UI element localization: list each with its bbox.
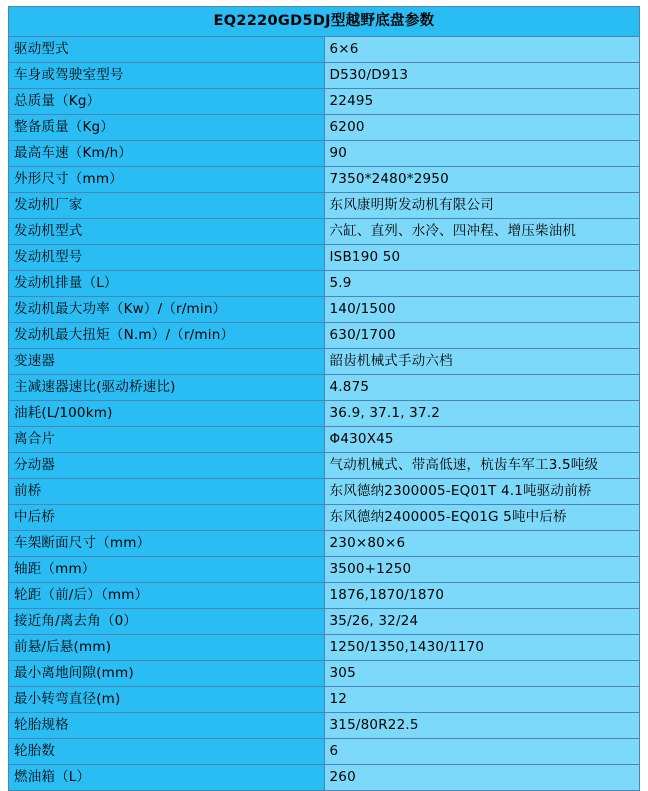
- spec-value: 东风德纳2300005-EQ01T 4.1吨驱动前桥: [324, 479, 640, 505]
- table-row: [9, 479, 640, 505]
- table-row: [9, 141, 640, 167]
- table-row: [9, 63, 640, 89]
- table-row: [9, 401, 640, 427]
- table-row: [9, 583, 640, 609]
- spec-value: 东风康明斯发动机有限公司: [324, 193, 640, 219]
- spec-label: 驱动型式: [9, 37, 325, 63]
- spec-value: 东风德纳2400005-EQ01G 5吨中后桥: [324, 505, 640, 531]
- spec-value: D530/D913: [324, 63, 640, 89]
- table-row: [9, 765, 640, 791]
- spec-value: 630/1700: [324, 323, 640, 349]
- spec-value: 305: [324, 661, 640, 687]
- spec-table-title: EQ2220GD5DJ型越野底盘参数: [9, 7, 640, 37]
- spec-value: 3500+1250: [324, 557, 640, 583]
- spec-label: 轮距（前/后）（mm）: [9, 583, 325, 609]
- spec-label: 前悬/后悬(mm): [9, 635, 325, 661]
- spec-value: 36.9, 37.1, 37.2: [324, 401, 640, 427]
- spec-label: 发动机最大扭矩（N.m）/（r/min）: [9, 323, 325, 349]
- spec-label: 燃油箱（L）: [9, 765, 325, 791]
- offroad-chassis-spec-table: [8, 6, 640, 791]
- table-row: [9, 271, 640, 297]
- spec-value: ISB190 50: [324, 245, 640, 271]
- table-row: [9, 739, 640, 765]
- spec-value: 气动机械式、带高低速，杭齿车军工3.5吨级: [324, 453, 640, 479]
- spec-value: 230×80×6: [324, 531, 640, 557]
- spec-label: 离合片: [9, 427, 325, 453]
- table-row: [9, 115, 640, 141]
- table-row: [9, 245, 640, 271]
- table-row: [9, 167, 640, 193]
- spec-label: 最小转弯直径(m): [9, 687, 325, 713]
- spec-table-title-row: [9, 7, 640, 37]
- table-row: [9, 219, 640, 245]
- spec-label: 油耗(L/100km): [9, 401, 325, 427]
- spec-label: 轮胎数: [9, 739, 325, 765]
- spec-label: 整备质量（Kg）: [9, 115, 325, 141]
- table-row: [9, 37, 640, 63]
- spec-label: 最高车速（Km/h）: [9, 141, 325, 167]
- spec-value: 22495: [324, 89, 640, 115]
- spec-value: 35/26, 32/24: [324, 609, 640, 635]
- spec-value: 1250/1350,1430/1170: [324, 635, 640, 661]
- spec-value: 260: [324, 765, 640, 791]
- spec-label: 发动机最大功率（Kw）/（r/min）: [9, 297, 325, 323]
- spec-label: 轮胎规格: [9, 713, 325, 739]
- spec-value: 5.9: [324, 271, 640, 297]
- spec-label: 车架断面尺寸（mm）: [9, 531, 325, 557]
- table-row: [9, 505, 640, 531]
- table-row: [9, 375, 640, 401]
- spec-label: 车身或驾驶室型号: [9, 63, 325, 89]
- table-row: [9, 687, 640, 713]
- spec-label: 发动机型式: [9, 219, 325, 245]
- table-row: [9, 89, 640, 115]
- spec-label: 主减速器速比(驱动桥速比): [9, 375, 325, 401]
- spec-value: 12: [324, 687, 640, 713]
- spec-value: 6: [324, 739, 640, 765]
- spec-label: 轴距（mm）: [9, 557, 325, 583]
- spec-value: 7350*2480*2950: [324, 167, 640, 193]
- spec-value: 315/80R22.5: [324, 713, 640, 739]
- table-row: [9, 193, 640, 219]
- spec-value: 140/1500: [324, 297, 640, 323]
- table-row: [9, 323, 640, 349]
- spec-table-body: [9, 7, 640, 791]
- spec-label: 发动机型号: [9, 245, 325, 271]
- spec-value: 六缸、直列、水冷、四冲程、增压柴油机: [324, 219, 640, 245]
- spec-value: 90: [324, 141, 640, 167]
- spec-label: 前桥: [9, 479, 325, 505]
- spec-label: 发动机厂家: [9, 193, 325, 219]
- spec-value: 1876,1870/1870: [324, 583, 640, 609]
- spec-label: 总质量（Kg）: [9, 89, 325, 115]
- spec-label: 外形尺寸（mm）: [9, 167, 325, 193]
- spec-label: 中后桥: [9, 505, 325, 531]
- spec-value: 韶齿机械式手动六档: [324, 349, 640, 375]
- table-row: [9, 531, 640, 557]
- spec-label: 发动机排量（L）: [9, 271, 325, 297]
- table-row: [9, 349, 640, 375]
- table-row: [9, 453, 640, 479]
- spec-value: 6×6: [324, 37, 640, 63]
- spec-value: 6200: [324, 115, 640, 141]
- spec-value: 4.875: [324, 375, 640, 401]
- table-row: [9, 713, 640, 739]
- table-row: [9, 557, 640, 583]
- table-row: [9, 427, 640, 453]
- spec-label: 分动器: [9, 453, 325, 479]
- table-row: [9, 297, 640, 323]
- spec-value: Φ430X45: [324, 427, 640, 453]
- spec-label: 最小离地间隙(mm): [9, 661, 325, 687]
- table-row: [9, 609, 640, 635]
- spec-label: 变速器: [9, 349, 325, 375]
- table-row: [9, 635, 640, 661]
- table-row: [9, 661, 640, 687]
- spec-label: 接近角/离去角（0）: [9, 609, 325, 635]
